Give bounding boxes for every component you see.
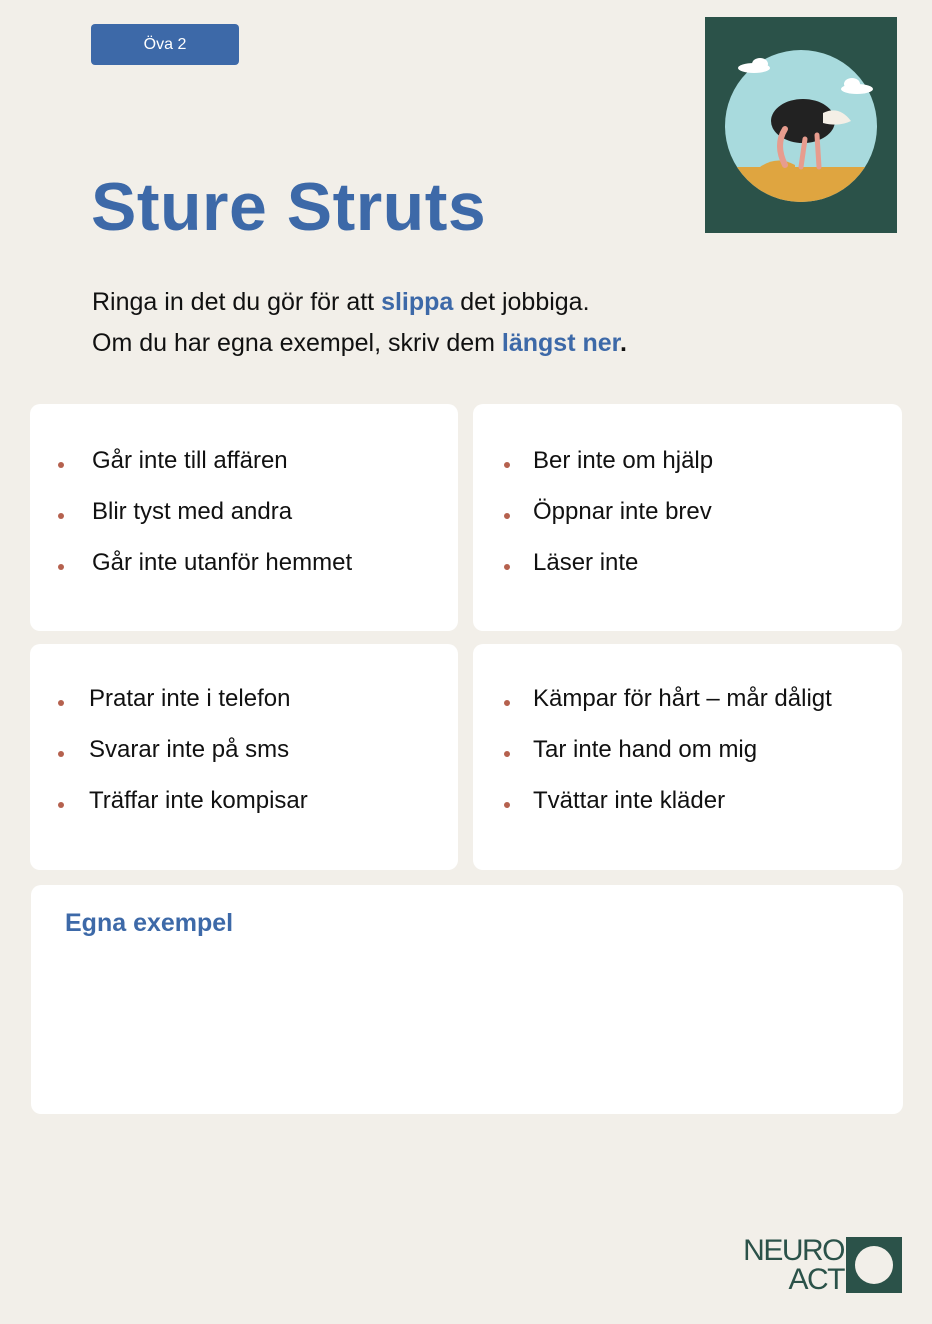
- option-card: [30, 644, 458, 870]
- neuroact-logo: [728, 1234, 903, 1296]
- option-item[interactable]: Öppnar inte brev: [533, 486, 713, 537]
- bullet-icon: [504, 462, 510, 468]
- highlight-langst-ner: längst ner: [501, 329, 620, 357]
- page-title: Sture Struts: [91, 169, 487, 245]
- instruction-line-1: Ringa in det du gör för att slippa det jobbiga.: [92, 288, 590, 316]
- highlight-slippa: slippa: [381, 288, 454, 316]
- bullet-icon: [504, 564, 510, 570]
- own-examples-box[interactable]: [31, 885, 903, 1114]
- option-item[interactable]: Kämpar för hårt – mår dåligt: [533, 673, 832, 724]
- option-card: [30, 404, 458, 631]
- bullet-icon: [504, 751, 510, 757]
- option-item[interactable]: Ber inte om hjälp: [533, 435, 713, 486]
- bullet-icon: [504, 513, 510, 519]
- bullet-icon: [58, 462, 64, 468]
- bullet-icon: [58, 751, 64, 757]
- instructions: [92, 282, 627, 364]
- option-item[interactable]: Läser inte: [533, 537, 713, 588]
- option-item[interactable]: Pratar inte i telefon: [89, 673, 308, 724]
- option-item[interactable]: Går inte till affären: [92, 435, 352, 486]
- option-card: [473, 404, 902, 631]
- instruction-line-2: Om du har egna exempel, skriv dem längst ner.: [92, 329, 627, 357]
- option-item[interactable]: Tar inte hand om mig: [533, 724, 832, 775]
- option-item[interactable]: Svarar inte på sms: [89, 724, 308, 775]
- own-examples-title: Egna exempel: [65, 909, 234, 937]
- logo-text: NEURO ACT: [743, 1234, 844, 1296]
- exercise-tag: Öva 2: [91, 24, 239, 65]
- option-item[interactable]: Går inte utanför hemmet: [92, 537, 352, 588]
- ostrich-illustration: [705, 17, 897, 233]
- bullet-icon: [504, 700, 510, 706]
- bullet-icon: [58, 802, 64, 808]
- option-card: [473, 644, 902, 870]
- bullet-icon: [58, 700, 64, 706]
- logo-mark-icon: [846, 1237, 902, 1293]
- option-item[interactable]: Blir tyst med andra: [92, 486, 352, 537]
- bullet-icon: [58, 513, 64, 519]
- bullet-icon: [504, 802, 510, 808]
- option-item[interactable]: Tvättar inte kläder: [533, 775, 832, 826]
- option-item[interactable]: Träffar inte kompisar: [89, 775, 308, 826]
- bullet-icon: [58, 564, 64, 570]
